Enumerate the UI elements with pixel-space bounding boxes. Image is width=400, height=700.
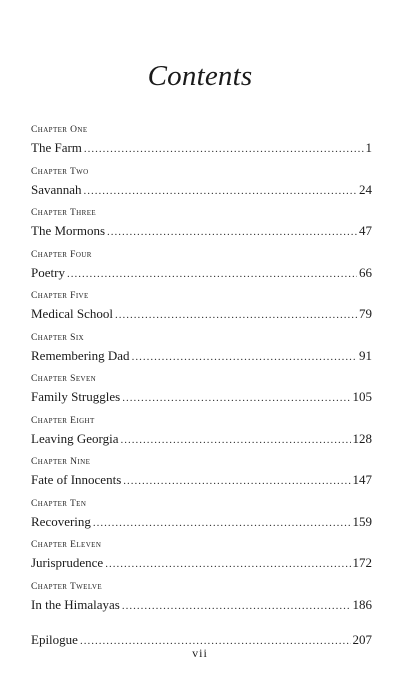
toc-entry [31,581,372,623]
toc-entry [31,207,372,249]
chapter-title: The Mormons [31,223,106,238]
chapter-label: Chapter Two [31,166,89,177]
toc-entry [31,249,372,291]
chapter-title: In the Himalayas [31,596,120,612]
toc-line [31,347,372,365]
chapter-label: Chapter Three [31,208,97,218]
chapter-title: Family Struggles [31,389,121,404]
chapter-title: Jurisprudence [31,555,104,570]
dot-leader [84,182,357,200]
chapter-label: Chapter Ten [31,498,87,509]
chapter-label: Chapter Twelve [31,581,103,592]
page-number: 66 [359,264,372,280]
page-number: 159 [352,513,372,529]
chapter-label: Chapter Five [31,291,89,301]
page-number: 1 [365,140,372,155]
chapter-title: Recovering [31,513,91,529]
dot-leader [115,306,357,324]
dot-leader [122,597,351,615]
toc-line [31,181,372,199]
page-folio: vii [192,646,208,660]
dot-leader [122,389,350,407]
toc-line [31,264,372,282]
page-number: 47 [359,223,372,238]
chapter-label: Chapter Six [31,332,85,343]
page-number: 128 [352,430,372,446]
page-number: 172 [352,555,372,570]
dot-leader [105,555,350,573]
toc-line [31,471,372,489]
dot-leader [123,472,350,490]
dot-leader [132,348,357,366]
dot-leader [120,431,350,449]
page-title: Contents [147,60,253,92]
chapter-title: Leaving Georgia [31,430,119,446]
chapter-label: Chapter Eleven [31,540,102,550]
toc-entry [31,456,372,498]
chapter-title: Medical School [31,306,113,321]
toc-entry [31,498,372,540]
chapter-label: Chapter Four [31,249,92,260]
toc-entry [31,415,372,457]
toc-line [31,596,372,614]
chapter-label: Chapter Seven [31,374,97,384]
toc-entry [31,373,372,415]
toc-entry [31,539,372,581]
page-number: 186 [352,596,372,612]
dot-leader [67,265,357,283]
chapter-label: Chapter Eight [31,415,95,426]
toc-line [31,139,372,157]
page-number: 91 [359,347,372,363]
toc-line [31,513,372,531]
chapter-title: Remembering Dad [31,347,130,363]
toc-entry [31,290,372,332]
toc-line [31,554,372,572]
table-of-contents [31,124,372,649]
page-number: 105 [352,389,372,404]
chapter-label: Chapter Nine [31,457,91,467]
toc-line [31,222,372,240]
epilogue-title: Epilogue [31,632,78,647]
toc-line [31,388,372,406]
page-number: 24 [359,181,372,197]
page-number: 147 [352,472,372,487]
dot-leader [93,514,351,532]
chapter-title: The Farm [31,140,82,155]
toc-line [31,305,372,323]
dot-leader [84,140,364,158]
toc-entry [31,332,372,374]
chapter-title: Savannah [31,181,82,197]
chapter-title: Fate of Innocents [31,472,122,487]
toc-line [31,430,372,448]
chapter-title: Poetry [31,264,65,280]
page-number: 207 [352,632,372,647]
page-number: 79 [359,306,372,321]
toc-entry [31,124,372,166]
dot-leader [107,223,357,241]
chapter-label: Chapter One [31,125,88,135]
toc-entry [31,166,372,208]
